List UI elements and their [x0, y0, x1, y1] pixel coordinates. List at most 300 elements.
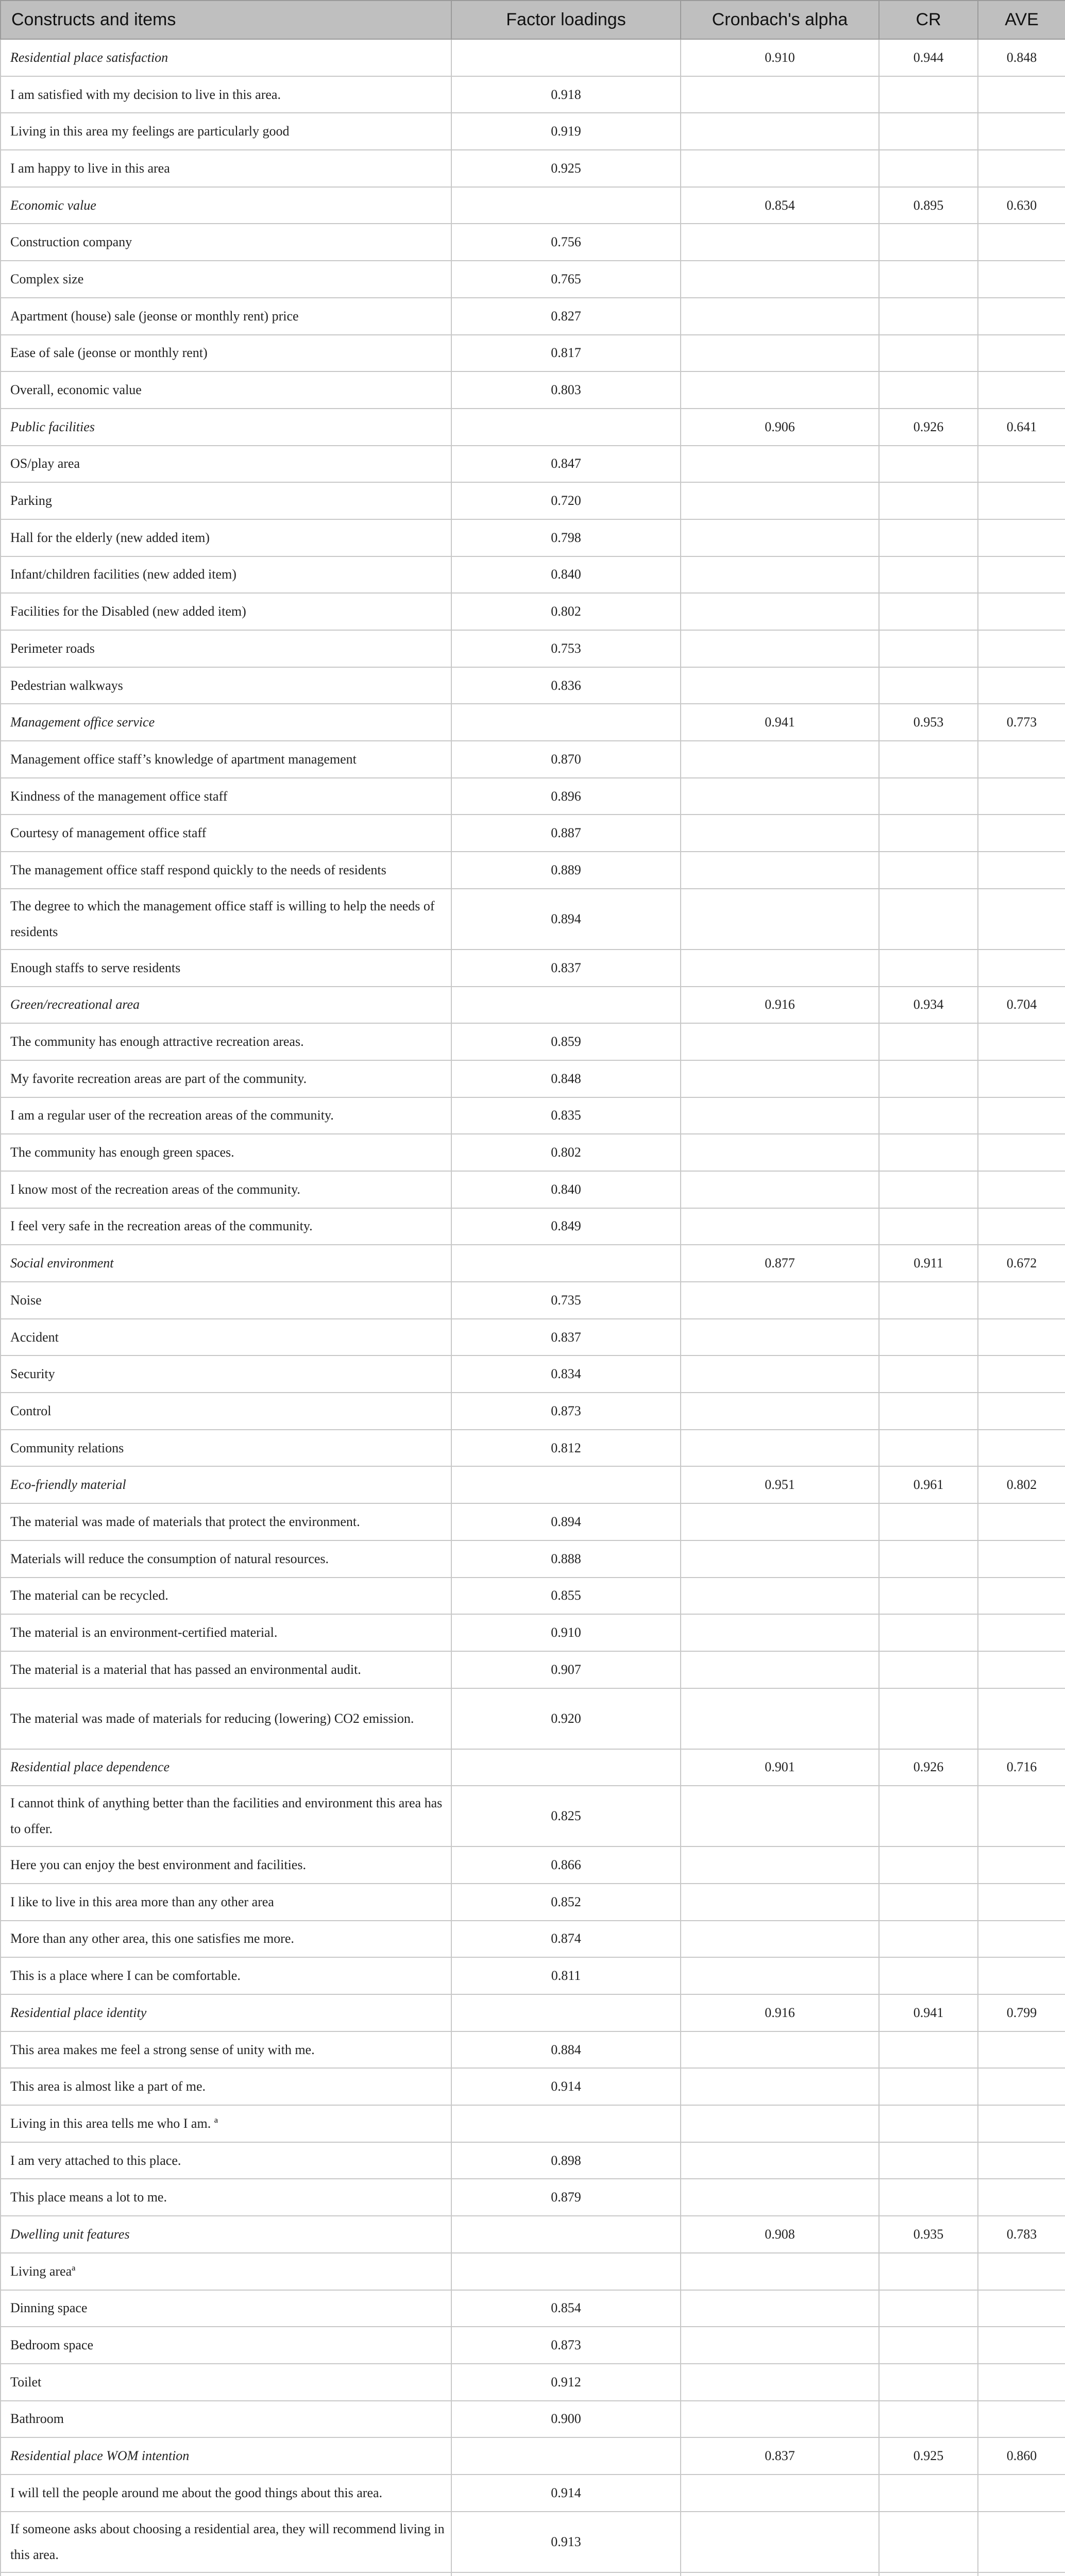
cell-factor-loading: 0.866	[451, 1846, 681, 1884]
cell-factor-loading	[451, 39, 681, 76]
cell-item: Residential place WOM intention	[1, 2437, 451, 2475]
item-row	[1, 852, 1065, 889]
item-row	[1, 2031, 1065, 2069]
cell-cronbach-alpha: 0.916	[681, 987, 879, 1024]
cell-factor-loading: 0.900	[451, 2401, 681, 2438]
cell-factor-loading: 0.848	[451, 1060, 681, 1097]
cell-factor-loading: 0.837	[451, 1319, 681, 1356]
cell-factor-loading: 0.834	[451, 1355, 681, 1393]
item-row	[1, 335, 1065, 372]
cell-cr	[879, 815, 978, 852]
cell-cr: 0.935	[879, 2216, 978, 2253]
cell-factor-loading: 0.884	[451, 2031, 681, 2069]
cell-factor-loading: 0.765	[451, 261, 681, 298]
cell-cronbach-alpha	[681, 852, 879, 889]
cell-cr	[879, 113, 978, 150]
cell-factor-loading: 0.854	[451, 2290, 681, 2327]
cell-item: The material was made of materials that protect the environment.	[1, 1503, 451, 1540]
cell-factor-loading: 0.847	[451, 446, 681, 483]
cell-cr	[879, 261, 978, 298]
cell-item: Dinning space	[1, 2290, 451, 2327]
item-row	[1, 1208, 1065, 1245]
cell-item: Living in this area tells me who I am. ª	[1, 2105, 451, 2142]
cell-cr	[879, 2142, 978, 2179]
cell-cr	[879, 1651, 978, 1688]
item-row	[1, 556, 1065, 594]
cell-item: This place means a lot to me.	[1, 2179, 451, 2216]
cell-ave	[978, 113, 1065, 150]
cell-ave	[978, 1393, 1065, 1430]
cell-ave	[978, 2179, 1065, 2216]
cell-ave	[978, 482, 1065, 519]
cell-item: I am happy to live in this area	[1, 150, 451, 187]
cell-cr	[879, 1171, 978, 1208]
item-row	[1, 1846, 1065, 1884]
cell-cr	[879, 1578, 978, 1615]
cell-ave	[978, 2068, 1065, 2105]
cell-factor-loading	[451, 2572, 681, 2576]
cell-item: Social environment	[1, 1245, 451, 1282]
cell-item: Public facilities	[1, 409, 451, 446]
construct-row	[1, 1466, 1065, 1503]
cell-cronbach-alpha	[681, 1060, 879, 1097]
cell-factor-loading: 0.756	[451, 224, 681, 261]
cell-cr	[879, 2364, 978, 2401]
cell-factor-loading: 0.919	[451, 113, 681, 150]
cell-cronbach-alpha	[681, 1023, 879, 1060]
cell-cr: 0.911	[879, 1245, 978, 1282]
cell-cronbach-alpha	[681, 593, 879, 630]
cell-factor-loading: 0.925	[451, 150, 681, 187]
cell-factor-loading: 0.840	[451, 556, 681, 594]
cell-item: This is a place where I can be comfortable.	[1, 1957, 451, 1994]
cell-ave	[978, 950, 1065, 987]
cell-cr	[879, 446, 978, 483]
header-constructs: Constructs and items	[1, 1, 451, 39]
construct-row	[1, 2437, 1065, 2475]
cell-factor-loading: 0.836	[451, 667, 681, 704]
cell-cronbach-alpha	[681, 2475, 879, 2512]
cell-cr	[879, 2512, 978, 2572]
cell-item: The material is a material that has passed an environmental audit.	[1, 1651, 451, 1688]
cell-cronbach-alpha	[681, 446, 879, 483]
cell-cr	[879, 2105, 978, 2142]
table-header	[1, 1, 1065, 39]
item-row	[1, 1503, 1065, 1540]
cell-factor-loading	[451, 2437, 681, 2475]
cell-item: Complex size	[1, 261, 451, 298]
cell-ave	[978, 1884, 1065, 1921]
cell-cr	[879, 1060, 978, 1097]
cell-cr	[879, 2290, 978, 2327]
cell-item: Facilities for the Disabled (new added item)	[1, 593, 451, 630]
cell-cronbach-alpha: 0.901	[681, 1749, 879, 1786]
cell-cronbach-alpha	[681, 2031, 879, 2069]
cell-item: My favorite recreation areas are part of the community.	[1, 1060, 451, 1097]
construct-row	[1, 2572, 1065, 2576]
cell-ave	[978, 556, 1065, 594]
cell-cr	[879, 2031, 978, 2069]
cell-ave	[978, 446, 1065, 483]
cell-factor-loading	[451, 187, 681, 224]
item-row	[1, 224, 1065, 261]
cell-ave	[978, 2031, 1065, 2069]
cell-factor-loading: 0.840	[451, 1171, 681, 1208]
item-row	[1, 298, 1065, 335]
cell-item: The material was made of materials for reducing (lowering) CO2 emission.	[1, 1688, 451, 1749]
item-row	[1, 1651, 1065, 1688]
cell-cronbach-alpha	[681, 298, 879, 335]
cell-ave: 0.802	[978, 1466, 1065, 1503]
cell-factor-loading: 0.812	[451, 1430, 681, 1467]
cell-factor-loading	[451, 2105, 681, 2142]
item-row	[1, 1884, 1065, 1921]
cell-factor-loading: 0.825	[451, 1786, 681, 1846]
cell-ave	[978, 1060, 1065, 1097]
cell-ave	[978, 815, 1065, 852]
cell-cronbach-alpha	[681, 2142, 879, 2179]
cell-item: Ease of sale (jeonse or monthly rent)	[1, 335, 451, 372]
item-row	[1, 778, 1065, 815]
cell-factor-loading: 0.859	[451, 1023, 681, 1060]
cell-factor-loading	[451, 1994, 681, 2031]
cell-item: Residential place satisfaction	[1, 39, 451, 76]
cell-cr: 0.895	[879, 187, 978, 224]
cell-factor-loading: 0.888	[451, 1540, 681, 1578]
cell-factor-loading	[451, 1245, 681, 1282]
cell-ave	[978, 1355, 1065, 1393]
cell-ave	[978, 371, 1065, 409]
cell-cronbach-alpha	[681, 371, 879, 409]
cell-ave	[978, 1171, 1065, 1208]
cell-item: Apartment (house) sale (jeonse or monthly rent) price	[1, 298, 451, 335]
cell-cr	[879, 1846, 978, 1884]
item-row	[1, 446, 1065, 483]
cell-cr	[879, 1430, 978, 1467]
cell-cronbach-alpha	[681, 815, 879, 852]
item-row	[1, 1097, 1065, 1134]
construct-row	[1, 704, 1065, 741]
cell-cr	[879, 1503, 978, 1540]
item-row	[1, 1355, 1065, 1393]
cell-ave	[978, 1786, 1065, 1846]
cell-factor-loading: 0.913	[451, 2512, 681, 2572]
cell-item: I am a regular user of the recreation areas of the community.	[1, 1097, 451, 1134]
cell-ave	[978, 593, 1065, 630]
item-row	[1, 1319, 1065, 1356]
cell-cronbach-alpha	[681, 2253, 879, 2290]
cell-ave	[978, 1578, 1065, 1615]
item-row	[1, 150, 1065, 187]
cell-ave	[978, 889, 1065, 950]
cell-cr	[879, 1540, 978, 1578]
cell-ave	[978, 261, 1065, 298]
cell-ave	[978, 298, 1065, 335]
cell-cr	[879, 1355, 978, 1393]
header-row	[1, 1, 1065, 39]
cell-ave	[978, 2327, 1065, 2364]
cell-ave	[978, 1846, 1065, 1884]
item-row	[1, 593, 1065, 630]
cell-cronbach-alpha	[681, 667, 879, 704]
cell-factor-loading: 0.887	[451, 815, 681, 852]
cell-item: Hall for the elderly (new added item)	[1, 519, 451, 556]
item-row	[1, 2253, 1065, 2290]
cell-factor-loading: 0.873	[451, 1393, 681, 1430]
cell-ave	[978, 150, 1065, 187]
cell-item: If someone asks about choosing a residential area, they will recommend living in this area.	[1, 2512, 451, 2572]
cell-item: Pedestrian walkways	[1, 667, 451, 704]
item-row	[1, 815, 1065, 852]
cell-factor-loading: 0.849	[451, 1208, 681, 1245]
cell-cronbach-alpha	[681, 2105, 879, 2142]
cell-cronbach-alpha	[681, 1578, 879, 1615]
cell-ave	[978, 2364, 1065, 2401]
cell-ave: 0.716	[978, 1749, 1065, 1786]
cell-factor-loading	[451, 2253, 681, 2290]
cell-cr: 0.926	[879, 1749, 978, 1786]
cell-factor-loading	[451, 2216, 681, 2253]
cell-cr	[879, 950, 978, 987]
construct-row	[1, 409, 1065, 446]
item-row	[1, 741, 1065, 778]
cell-factor-loading: 0.803	[451, 371, 681, 409]
cell-cronbach-alpha	[681, 1614, 879, 1651]
cell-factor-loading: 0.896	[451, 778, 681, 815]
header-factor-loadings: Factor loadings	[451, 1, 681, 39]
cell-ave	[978, 2572, 1065, 2576]
cell-cronbach-alpha: 0.916	[681, 1994, 879, 2031]
cell-item: Accident	[1, 1319, 451, 1356]
cell-cr: 0.944	[879, 39, 978, 76]
cell-cr	[879, 2327, 978, 2364]
cell-factor-loading	[451, 1749, 681, 1786]
header-cr: CR	[879, 1, 978, 39]
cell-cronbach-alpha	[681, 2179, 879, 2216]
cell-cr	[879, 1614, 978, 1651]
cell-factor-loading: 0.720	[451, 482, 681, 519]
cell-cr	[879, 482, 978, 519]
item-row	[1, 2105, 1065, 2142]
cell-item: Noise	[1, 1282, 451, 1319]
cell-ave: 0.630	[978, 187, 1065, 224]
cell-factor-loading: 0.855	[451, 1578, 681, 1615]
cell-cr: 0.934	[879, 987, 978, 1024]
cell-factor-loading: 0.798	[451, 519, 681, 556]
cell-cr	[879, 2401, 978, 2438]
cell-item: Dwelling unit features	[1, 2216, 451, 2253]
cell-cr	[879, 1786, 978, 1846]
cell-ave	[978, 1430, 1065, 1467]
cell-item: Residential place identity	[1, 1994, 451, 2031]
cell-ave: 0.783	[978, 2216, 1065, 2253]
cell-cronbach-alpha	[681, 76, 879, 113]
cell-item: Kindness of the management office staff	[1, 778, 451, 815]
cell-item: Community relations	[1, 1430, 451, 1467]
cell-cronbach-alpha	[681, 1355, 879, 1393]
cell-item	[1, 2572, 451, 2576]
header-ave: AVE	[978, 1, 1065, 39]
cell-item: I will tell the people around me about the good things about this area.	[1, 2475, 451, 2512]
cell-cronbach-alpha	[681, 1503, 879, 1540]
item-row	[1, 950, 1065, 987]
cell-cr	[879, 2253, 978, 2290]
cell-cr	[879, 2068, 978, 2105]
item-row	[1, 2512, 1065, 2572]
cell-cr	[879, 2572, 978, 2576]
cell-item: Courtesy of management office staff	[1, 815, 451, 852]
cell-item: Living areaª	[1, 2253, 451, 2290]
construct-row	[1, 1749, 1065, 1786]
cell-factor-loading: 0.918	[451, 76, 681, 113]
cell-item: OS/play area	[1, 446, 451, 483]
cell-item: This area is almost like a part of me.	[1, 2068, 451, 2105]
item-row	[1, 1578, 1065, 1615]
cell-cronbach-alpha	[681, 889, 879, 950]
cell-ave	[978, 1957, 1065, 1994]
cell-item: Construction company	[1, 224, 451, 261]
cell-cr	[879, 1393, 978, 1430]
item-row	[1, 113, 1065, 150]
cell-item: The material is an environment-certified material.	[1, 1614, 451, 1651]
cell-factor-loading	[451, 704, 681, 741]
construct-row	[1, 2216, 1065, 2253]
cell-ave	[978, 1540, 1065, 1578]
cell-cr	[879, 556, 978, 594]
cell-ave: 0.672	[978, 1245, 1065, 1282]
cell-item: The degree to which the management office staff is willing to help the needs of residents	[1, 889, 451, 950]
cell-item: Materials will reduce the consumption of natural resources.	[1, 1540, 451, 1578]
cell-factor-loading: 0.852	[451, 1884, 681, 1921]
cell-ave	[978, 778, 1065, 815]
cell-cronbach-alpha: 0.837	[681, 2437, 879, 2475]
cell-factor-loading	[451, 1466, 681, 1503]
cell-cronbach-alpha	[681, 2401, 879, 2438]
cell-cronbach-alpha	[681, 519, 879, 556]
cell-factor-loading: 0.835	[451, 1097, 681, 1134]
cell-ave	[978, 1023, 1065, 1060]
cell-cronbach-alpha	[681, 1884, 879, 1921]
cell-cr	[879, 224, 978, 261]
cell-item: The community has enough green spaces.	[1, 1134, 451, 1171]
cell-item: I am satisfied with my decision to live in this area.	[1, 76, 451, 113]
cell-cronbach-alpha	[681, 1393, 879, 1430]
cell-item: Bathroom	[1, 2401, 451, 2438]
cell-factor-loading: 0.898	[451, 2142, 681, 2179]
item-row	[1, 630, 1065, 667]
cell-item: Overall, economic value	[1, 371, 451, 409]
construct-row	[1, 1994, 1065, 2031]
cell-cronbach-alpha	[681, 1540, 879, 1578]
cell-cronbach-alpha	[681, 1208, 879, 1245]
cell-factor-loading: 0.817	[451, 335, 681, 372]
cell-cronbach-alpha: 0.941	[681, 704, 879, 741]
item-row	[1, 2327, 1065, 2364]
cell-item: The management office staff respond quickly to the needs of residents	[1, 852, 451, 889]
cell-item: Economic value	[1, 187, 451, 224]
item-row	[1, 1023, 1065, 1060]
cell-ave	[978, 1134, 1065, 1171]
cell-cr	[879, 2179, 978, 2216]
cell-cronbach-alpha	[681, 1846, 879, 1884]
item-row	[1, 2142, 1065, 2179]
construct-row	[1, 187, 1065, 224]
cell-cr: 0.926	[879, 409, 978, 446]
cell-factor-loading: 0.870	[451, 741, 681, 778]
item-row	[1, 2475, 1065, 2512]
item-row	[1, 1957, 1065, 1994]
cell-factor-loading: 0.811	[451, 1957, 681, 1994]
cell-item: Management office service	[1, 704, 451, 741]
cell-cronbach-alpha	[681, 335, 879, 372]
cell-item: Residential place dependence	[1, 1749, 451, 1786]
cell-item: Living in this area my feelings are particularly good	[1, 113, 451, 150]
cell-factor-loading: 0.894	[451, 889, 681, 950]
cell-factor-loading	[451, 409, 681, 446]
table-body	[1, 39, 1065, 2576]
cell-cronbach-alpha	[681, 150, 879, 187]
cell-ave	[978, 1614, 1065, 1651]
cell-factor-loading: 0.894	[451, 1503, 681, 1540]
item-row	[1, 1171, 1065, 1208]
cell-cr: 0.953	[879, 704, 978, 741]
cell-cr	[879, 852, 978, 889]
cell-ave: 0.799	[978, 1994, 1065, 2031]
item-row	[1, 1430, 1065, 1467]
cell-factor-loading: 0.907	[451, 1651, 681, 1688]
construct-row	[1, 1245, 1065, 1282]
cell-ave	[978, 2512, 1065, 2572]
cell-cronbach-alpha	[681, 1921, 879, 1958]
item-row	[1, 1393, 1065, 1430]
cell-cr	[879, 667, 978, 704]
item-row	[1, 889, 1065, 950]
cell-cr	[879, 741, 978, 778]
cell-cr: 0.925	[879, 2437, 978, 2475]
cell-cr	[879, 1023, 978, 1060]
item-row	[1, 2401, 1065, 2438]
cell-item: I feel very safe in the recreation areas of the community.	[1, 1208, 451, 1245]
cell-item: Eco-friendly material	[1, 1466, 451, 1503]
item-row	[1, 1786, 1065, 1846]
cell-ave	[978, 1651, 1065, 1688]
cell-cronbach-alpha	[681, 113, 879, 150]
cell-cronbach-alpha	[681, 630, 879, 667]
cell-item: The material can be recycled.	[1, 1578, 451, 1615]
cell-ave	[978, 667, 1065, 704]
cell-factor-loading: 0.802	[451, 1134, 681, 1171]
item-row	[1, 1614, 1065, 1651]
cell-item: Enough staffs to serve residents	[1, 950, 451, 987]
cell-cr	[879, 1208, 978, 1245]
cell-factor-loading: 0.879	[451, 2179, 681, 2216]
cell-item: More than any other area, this one satisfies me more.	[1, 1921, 451, 1958]
cell-cr	[879, 2475, 978, 2512]
cell-cr	[879, 1282, 978, 1319]
cell-cr	[879, 1921, 978, 1958]
cell-ave	[978, 2253, 1065, 2290]
cell-cronbach-alpha	[681, 556, 879, 594]
cell-cr	[879, 1957, 978, 1994]
item-row	[1, 1688, 1065, 1749]
cell-factor-loading: 0.912	[451, 2364, 681, 2401]
item-row	[1, 1921, 1065, 1958]
cell-item: Parking	[1, 482, 451, 519]
cell-item: Management office staff’s knowledge of apartment management	[1, 741, 451, 778]
cell-cronbach-alpha	[681, 482, 879, 519]
item-row	[1, 1134, 1065, 1171]
item-row	[1, 1282, 1065, 1319]
